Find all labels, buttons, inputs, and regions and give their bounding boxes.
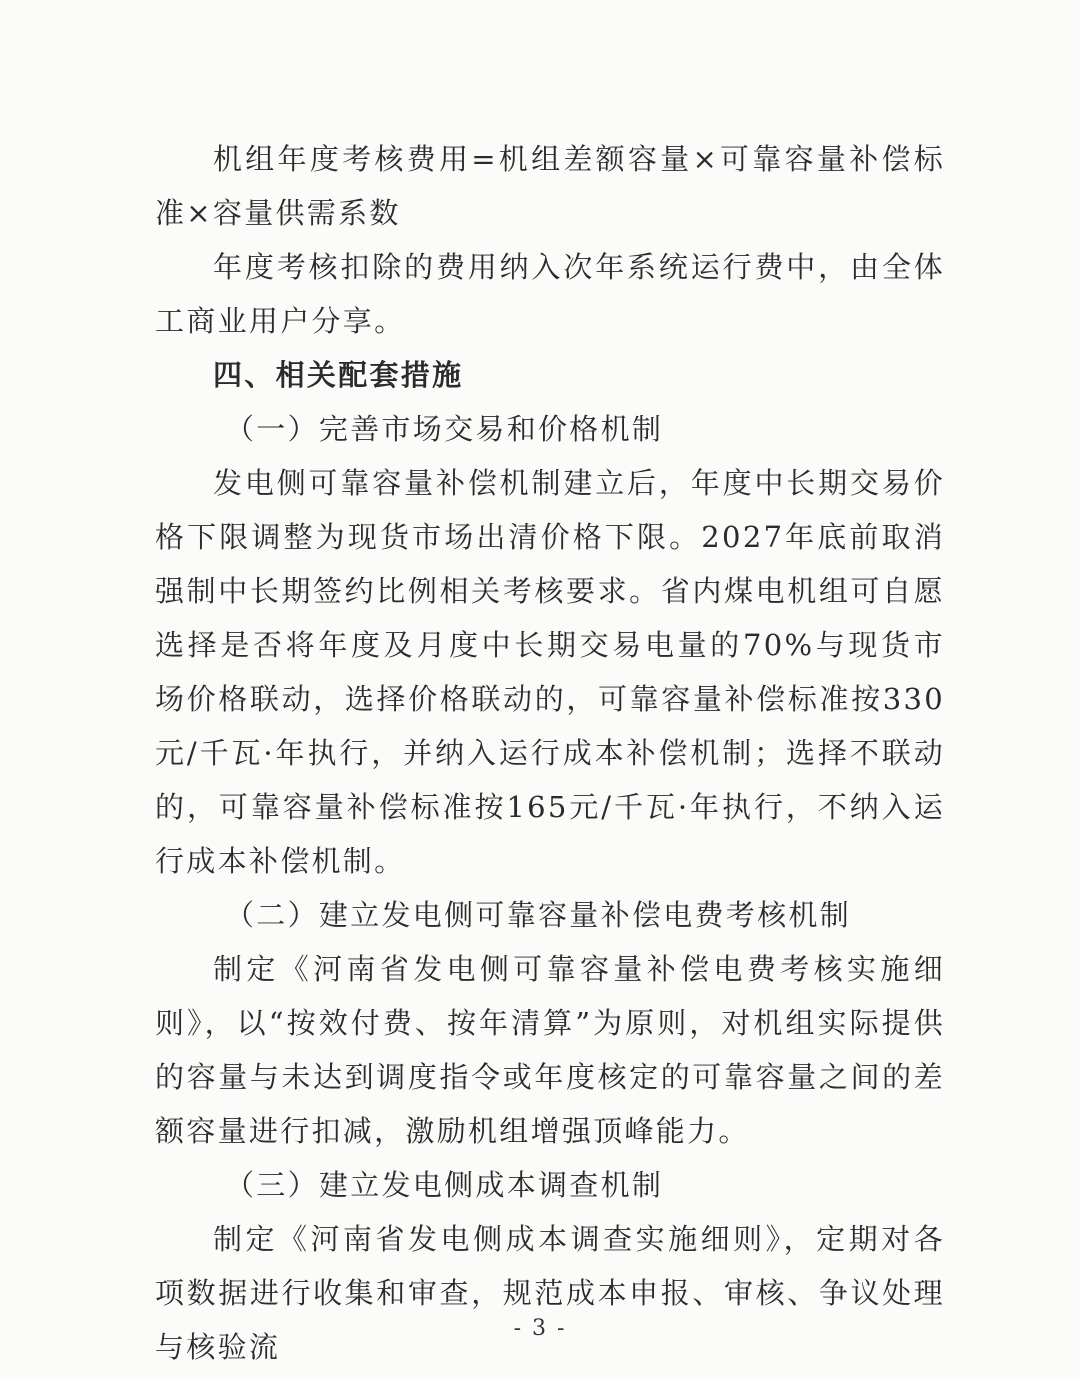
subsection-heading-1: （一）完善市场交易和价格机制 bbox=[225, 412, 664, 446]
subsection-heading-3: （三）建立发电侧成本调查机制 bbox=[225, 1168, 664, 1202]
subsection-body-2: 制定《河南省发电侧可靠容量补偿电费考核实施细则》，以“按效付费、按年清算”为原则，对机组实际提供的容量与未达到调度指令或年度核定的可靠容量之间的差额容量进行扣减，激励机组增强顶峰能力。 bbox=[155, 952, 945, 1148]
section-heading-4: 四、相关配套措施 bbox=[213, 358, 464, 392]
subsection-body-3: 制定《河南省发电侧成本调查实施细则》，定期对各项数据进行收集和审查，规范成本申报、审核、争议处理与核验流 bbox=[155, 1222, 945, 1364]
formula-paragraph: 机组年度考核费用=机组差额容量×可靠容量补偿标准×容量供需系数 bbox=[155, 142, 945, 230]
subsection-body-1: 发电侧可靠容量补偿机制建立后，年度中长期交易价格下限调整为现货市场出清价格下限。2027年底前取消强制中长期签约比例相关考核要求。省内煤电机组可自愿选择是否将年度及月度中长期交易电量的70%与现货市场价格联动，选择价格联动的，可靠容量补偿标准按330元/千瓦·年执行，并纳入运行成本补偿机制；选择不联动的，可靠容量补偿标准按165元/千瓦·年执行，不纳入运行成本补偿机制。 bbox=[155, 466, 945, 878]
subsection-heading-2: （二）建立发电侧可靠容量补偿电费考核机制 bbox=[225, 898, 852, 932]
deduction-paragraph: 年度考核扣除的费用纳入次年系统运行费中，由全体工商业用户分享。 bbox=[155, 250, 945, 338]
document-body bbox=[155, 132, 945, 1374]
page-number: - 3 - bbox=[513, 1316, 567, 1341]
